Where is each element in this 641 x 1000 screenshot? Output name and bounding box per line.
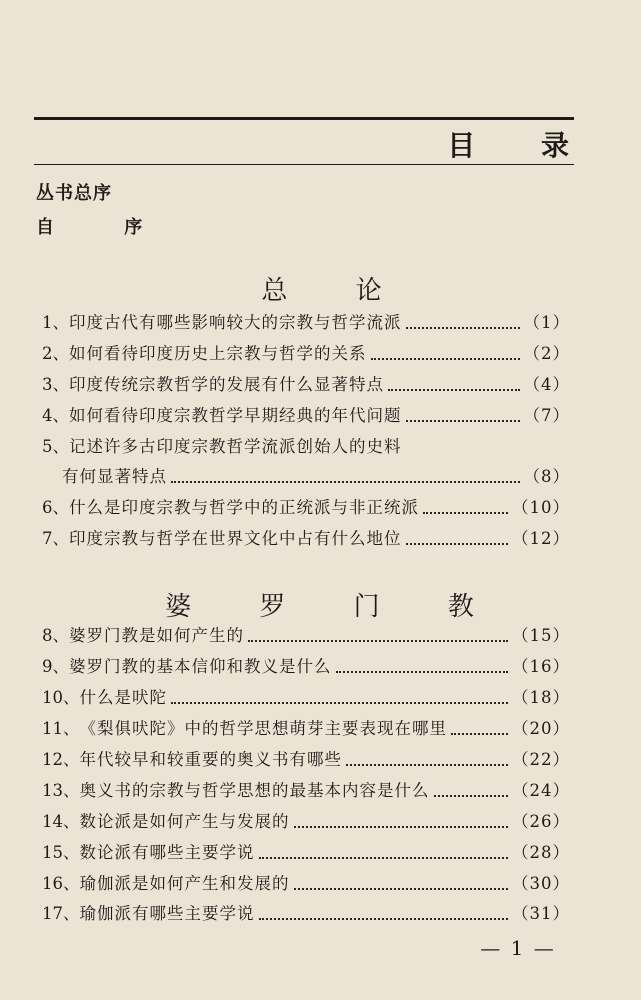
entry-number: 8、 [42,626,69,645]
entry-page: （20） [512,719,570,738]
entry-text: 瑜伽派有哪些主要学说 [79,904,255,923]
dot-leader [294,888,509,890]
entry-text: 什么是吠陀 [79,688,167,707]
dot-leader [423,512,508,514]
toc-entry [42,777,570,805]
entry-number: 15、 [42,843,80,862]
entry-text: 如何看待印度宗教哲学早期经典的年代问题 [69,406,402,425]
entry-number: 4、 [42,406,69,425]
toc-entry [42,494,570,522]
toc-entry [42,746,570,774]
entry-number: 16、 [42,874,80,893]
dot-leader [406,420,520,422]
toc-entry [42,371,570,399]
entry-text: 婆罗门教的基本信仰和教义是什么 [69,657,332,676]
dot-leader [371,358,520,360]
entry-page: （22） [512,750,570,769]
entry-number: 2、 [42,344,69,363]
toc-entry [42,900,570,928]
entry-text: 瑜伽派是如何产生和发展的 [79,874,290,893]
entry-number: 7、 [42,529,69,548]
front-matter-author-preface: 自 序 [36,217,175,238]
entry-number: 11、 [42,719,80,738]
entry-text: 有何显著特点 [62,467,167,486]
dot-leader [434,795,509,797]
entry-number: 14、 [42,812,80,831]
section-heading-general: 总 论 [261,276,412,306]
entry-page: （26） [512,812,570,831]
section-heading-brahmanism: 婆 罗 门 教 [165,592,504,622]
dot-leader [451,733,508,735]
toc-entry [42,525,570,553]
entry-text: 《梨俱吠陀》中的哲学思想萌芽主要表现在哪里 [79,719,447,738]
header-rule-thick [34,117,574,120]
entry-text: 奥义书的宗教与哲学思想的最基本内容是什么 [79,781,430,800]
entry-number: 1、 [42,313,69,332]
page-title: 目 录 [447,129,597,162]
entry-page: （10） [512,498,570,517]
entry-page: （8） [523,467,570,486]
entry-text: 年代较早和较重要的奥义书有哪些 [79,750,342,769]
entry-text: 数论派是如何产生与发展的 [79,812,290,831]
dot-leader [406,543,509,545]
toc-entry [42,340,570,368]
entry-number: 3、 [42,375,69,394]
entry-text: 如何看待印度历史上宗教与哲学的关系 [69,344,367,363]
dot-leader [259,857,509,859]
entry-page: （1） [523,313,570,332]
entry-text: 数论派有哪些主要学说 [79,843,255,862]
entry-page: （24） [512,781,570,800]
dot-leader [259,918,509,920]
entry-number: 13、 [42,781,80,800]
entry-page: （7） [523,406,570,425]
entry-text: 印度传统宗教哲学的发展有什么显著特点 [69,375,384,394]
entry-page: （2） [523,344,570,363]
toc-entry [42,808,570,836]
toc-entry [42,715,570,743]
entry-number: 10、 [42,688,80,707]
toc-entry [42,433,570,461]
dot-leader [346,764,508,766]
entry-number: 5、 [42,437,69,456]
page-number: — 1 — [480,936,556,960]
toc-entry [42,653,570,681]
dot-leader [336,671,509,673]
entry-page: （4） [523,375,570,394]
entry-page: （15） [512,626,570,645]
entry-number: 12、 [42,750,80,769]
toc-entry [42,870,570,898]
dot-leader [294,826,509,828]
entry-page: （16） [512,657,570,676]
entry-page: （12） [512,529,570,548]
entry-page: （18） [512,688,570,707]
entry-page: （31） [512,904,570,923]
front-matter-series-preface: 丛书总序 [36,183,112,204]
entry-number: 9、 [42,657,69,676]
toc-entry [42,309,570,337]
entry-text: 印度古代有哪些影响较大的宗教与哲学流派 [69,313,402,332]
entry-text: 印度宗教与哲学在世界文化中占有什么地位 [69,529,402,548]
entry-number: 6、 [42,498,69,517]
dot-leader [388,389,520,391]
header-rule-thin [34,164,574,165]
dot-leader [406,327,520,329]
entry-page: （28） [512,843,570,862]
dot-leader [248,640,508,642]
entry-text: 记述许多古印度宗教哲学流派创始人的史料 [69,437,402,456]
dot-leader [171,702,508,704]
entry-text: 什么是印度宗教与哲学中的正统派与非正统派 [69,498,419,517]
toc-entry [42,402,570,430]
toc-entry [42,684,570,712]
entry-page: （30） [512,874,570,893]
toc-entry [42,622,570,650]
dot-leader [171,481,520,483]
toc-entry [42,839,570,867]
entry-number: 17、 [42,904,80,923]
toc-entry-continuation [62,463,570,491]
entry-text: 婆罗门教是如何产生的 [69,626,244,645]
